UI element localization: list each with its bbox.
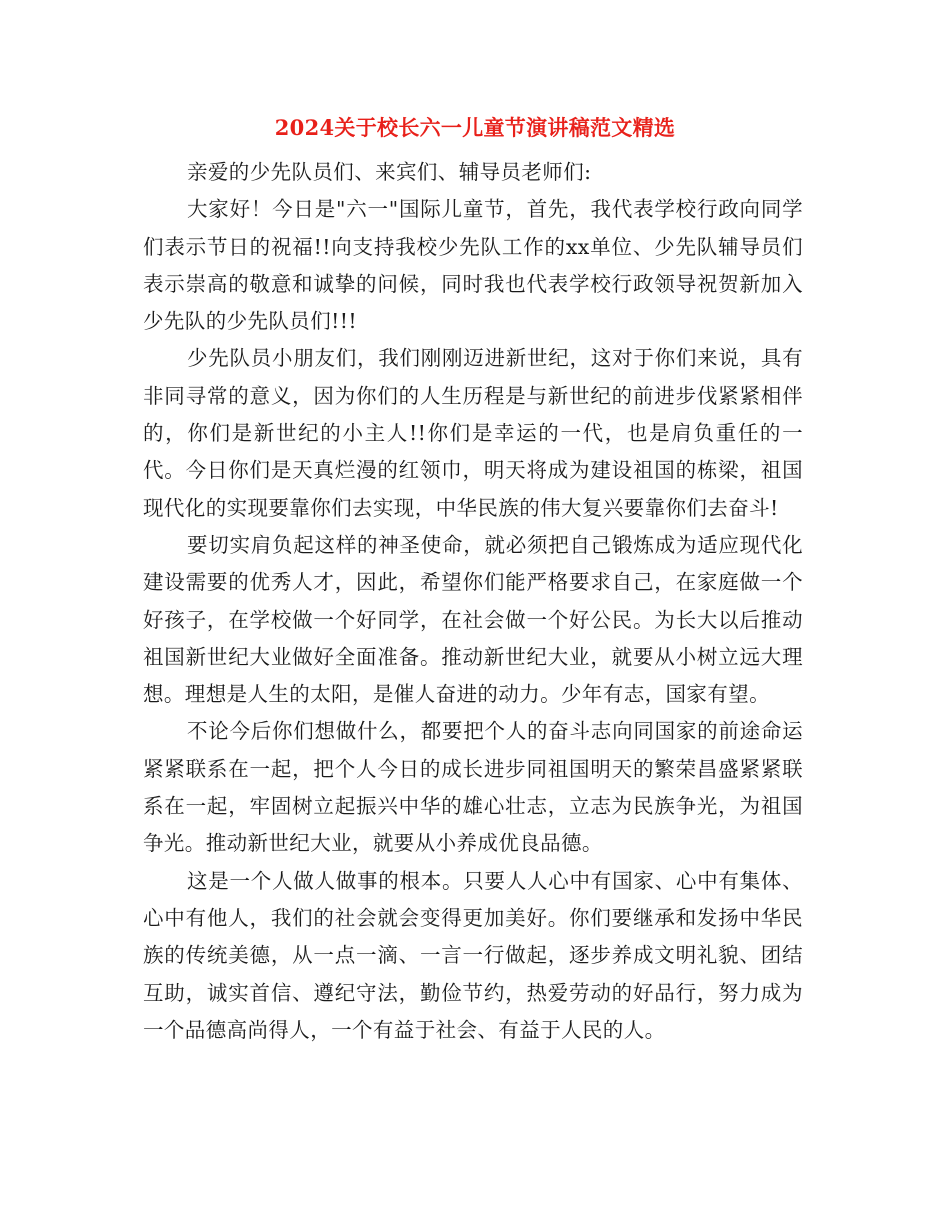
greeting-paragraph: 大家好！今日是"六一"国际儿童节，首先，我代表学校行政向同学们表示节日的祝福!!向支持我校少先队工作的xx单位、少先队辅导员们表示崇高的敬意和诚挚的问候，同时我也代表学校行政领导祝贺新加入少先队的少先队员们!!! [143,197,803,334]
document-title: 2024关于校长六一儿童节演讲稿范文精选 [274,115,676,140]
new-century-paragraph: 少先队员小朋友们，我们刚刚迈进新世纪，这对于你们来说，具有非同寻常的意义，因为你们的人生历程是与新世纪的前进步伐紧紧相伴的，你们是新世纪的小主人!!你们是幸运的一代，也是肩负重任的一代。今日你们是天真烂漫的红领巾，明天将成为建设祖国的栋梁，祖国现代化的实现要靠你们去实现，中华民族的伟大复兴要靠你们去奋斗! [143,346,803,520]
salutation-paragraph: 亲爱的少先队员们、来宾们、辅导员老师们: [187,160,592,184]
aspiration-paragraph: 不论今后你们想做什么，都要把个人的奋斗志向同国家的前途命运紧紧联系在一起，把个人今日的成长进步同祖国明天的繁荣昌盛紧紧联系在一起，牢固树立起振兴中华的雄心壮志，立志为民族争光，为祖国争光。推动新世纪大业，就要从小养成优良品德。 [143,719,803,856]
document-body [143,154,803,1049]
virtue-paragraph: 这是一个人做人做事的根本。只要人人心中有国家、心中有集体、心中有他人，我们的社会就会变得更加美好。你们要继承和发扬中华民族的传统美德，从一点一滴、一言一行做起，逐步养成文明礼貌、团结互助，诚实首信、遵纪守法，勤俭节约，热爱劳动的好品行，努力成为一个品德高尚得人，一个有益于社会、有益于人民的人。 [143,868,803,1042]
mission-paragraph: 要切实肩负起这样的神圣使命，就必须把自己锻炼成为适应现代化建设需要的优秀人才，因此，希望你们能严格要求自己，在家庭做一个好孩子，在学校做一个好同学，在社会做一个好公民。为长大以后推动祖国新世纪大业做好全面准备。推动新世纪大业，就要从小树立远大理想。理想是人生的太阳，是催人奋进的动力。少年有志，国家有望。 [143,532,803,707]
